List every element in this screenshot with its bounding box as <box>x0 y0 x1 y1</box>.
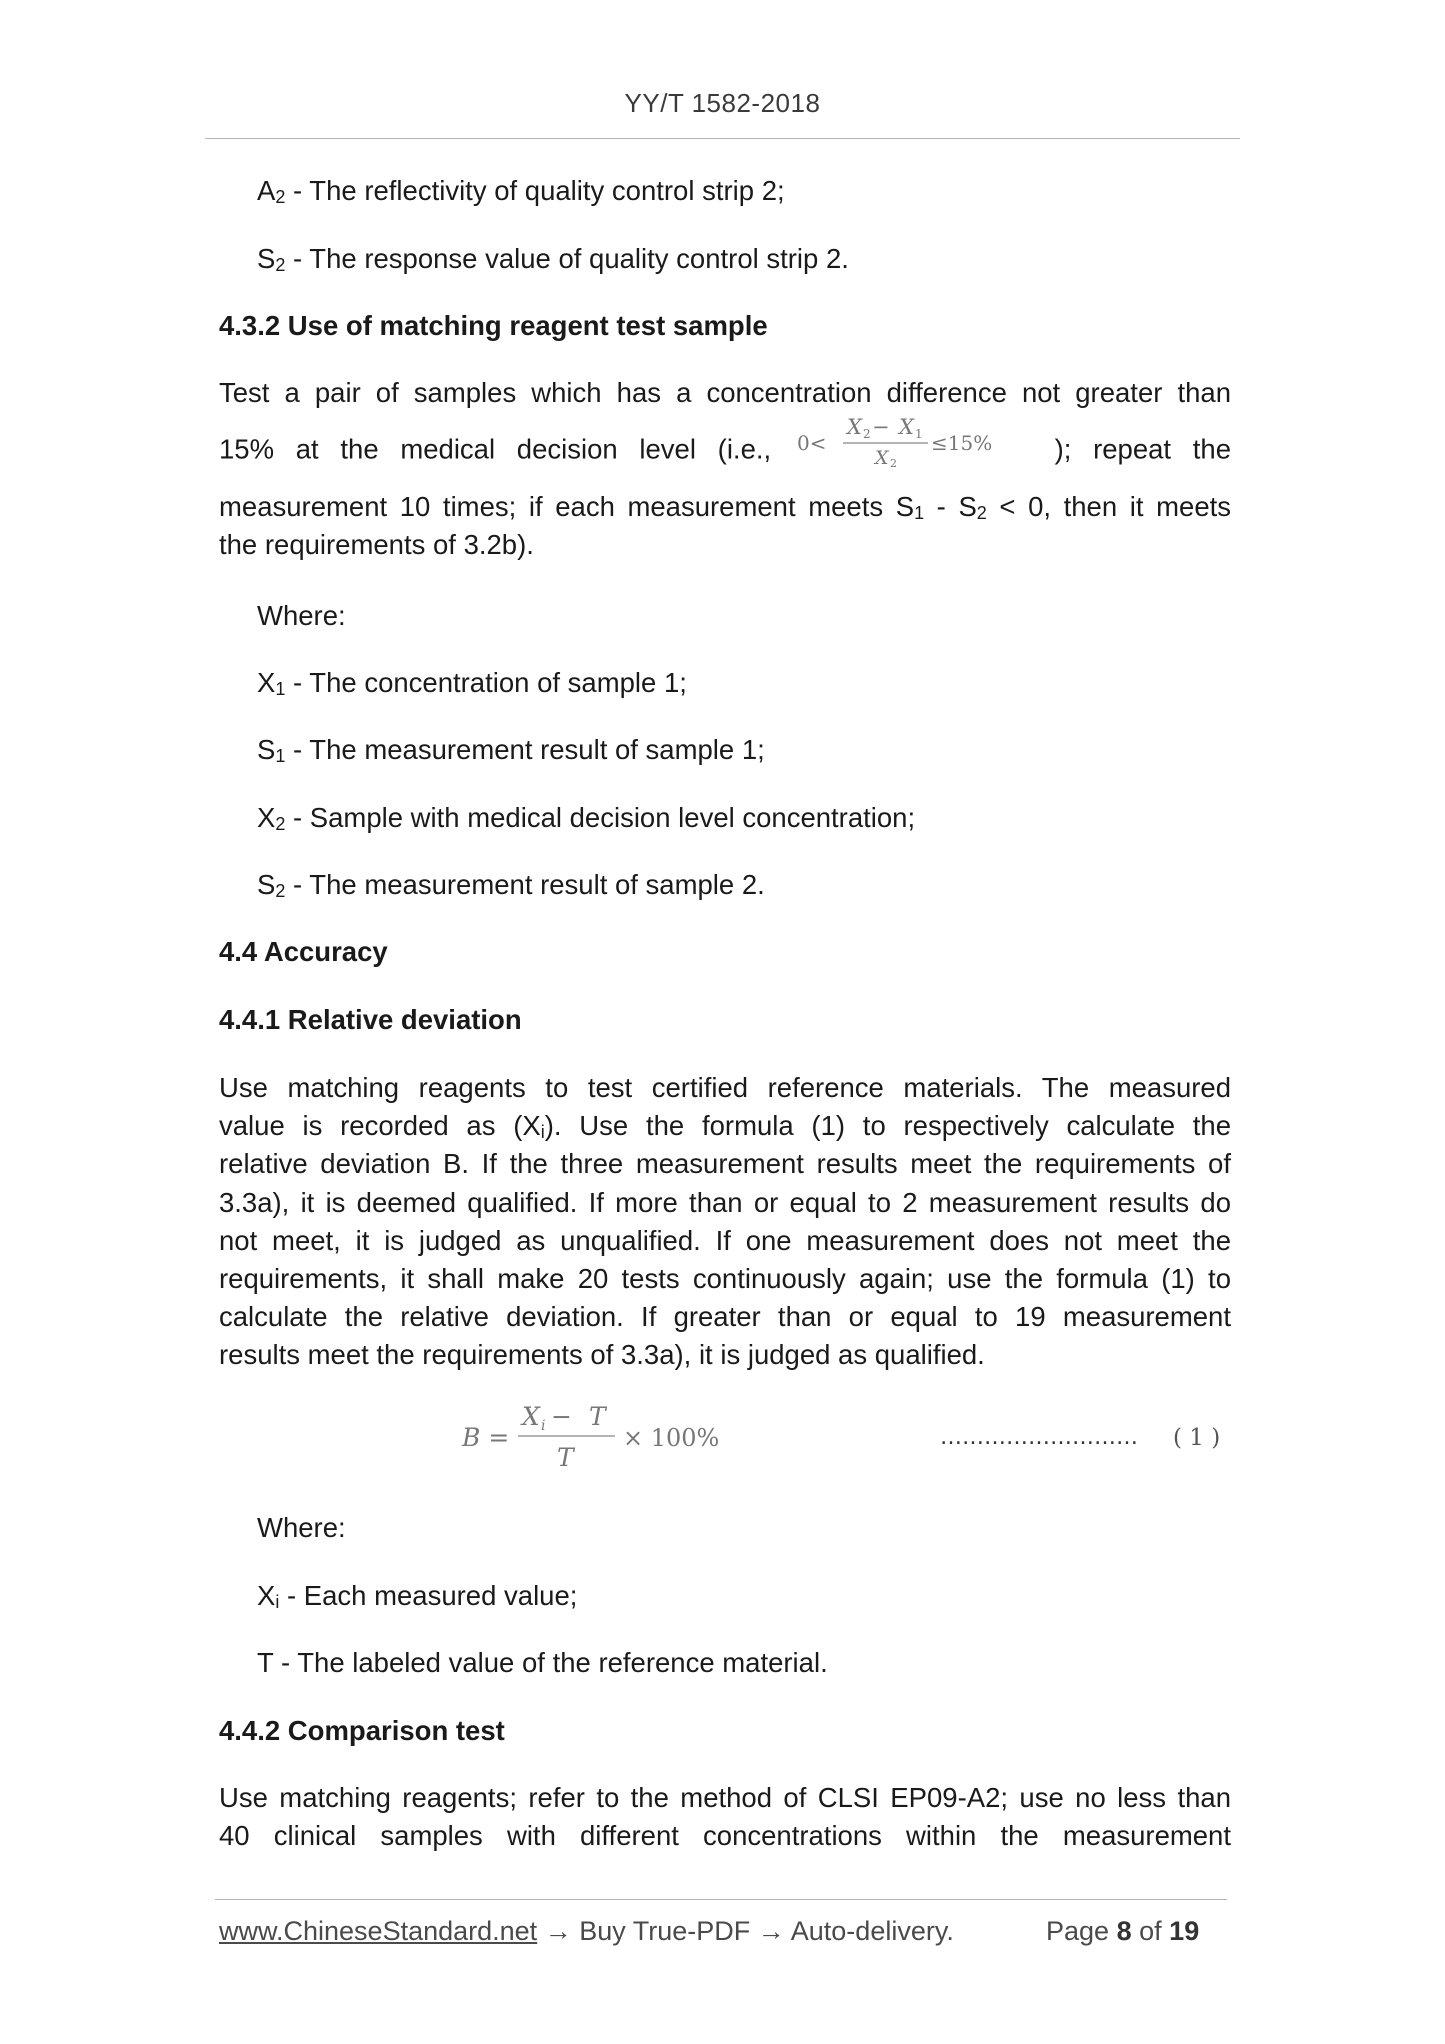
formula-rhs: ≤15% <box>930 431 993 456</box>
formula-rhs: × 100% <box>623 1424 720 1452</box>
text-run: measurement 10 times; if each measurement meets S <box>219 491 915 523</box>
definition-s2 <box>257 240 849 278</box>
definition-xi <box>257 1577 577 1615</box>
formula-num-b: X <box>898 415 914 440</box>
paragraph-line <box>219 1069 1231 1107</box>
definition-s2-sample <box>257 866 765 904</box>
text-run: the requirements of 3.2b). <box>219 529 534 561</box>
formula-den: X <box>874 447 889 470</box>
def-subscript: 2 <box>275 187 286 207</box>
text-run: results meet the requirements of 3.3a), it is judged as qualified. <box>219 1339 985 1371</box>
definition-s1 <box>257 731 765 769</box>
formula-den-sub: 2 <box>889 457 897 471</box>
formula-num-op: − <box>871 415 890 440</box>
def-subscript: 2 <box>275 814 286 834</box>
definition-a2 <box>257 172 785 210</box>
def-symbol: S <box>257 869 276 900</box>
def-symbol: X <box>257 667 276 698</box>
def-symbol: S <box>257 243 276 274</box>
def-symbol: S <box>257 734 276 765</box>
where-label: Where: <box>257 1512 346 1543</box>
section-heading-4-4: 4.4 Accuracy <box>219 936 388 967</box>
formula-num-op: − <box>551 1402 572 1431</box>
section-heading-4-4-2: 4.4.2 Comparison test <box>219 1715 505 1746</box>
def-subscript: 1 <box>275 746 286 766</box>
formula-num-a-sub: i <box>541 1418 546 1434</box>
section-heading-4-3-2: 4.3.2 Use of matching reagent test sample <box>219 310 768 341</box>
definition-x2 <box>257 799 915 837</box>
paragraph-line <box>219 1260 1231 1298</box>
text-run: ); repeat the <box>1054 433 1232 465</box>
text-run: 3.3a), it is deemed qualified. If more than or equal to 2 measurement results do <box>219 1186 1231 1218</box>
def-text: - The measurement result of sample 1; <box>285 734 765 765</box>
text-run: < 0, then it meets <box>986 491 1232 523</box>
footer-promo <box>219 1916 954 1947</box>
section-heading-4-4-1: 4.4.1 Relative deviation <box>219 1004 522 1035</box>
paragraph-line <box>219 1184 1231 1222</box>
subscript: i <box>540 1122 545 1143</box>
paragraph-line <box>219 1222 1231 1260</box>
def-text: - The reflectivity of quality control strip 2; <box>285 175 785 206</box>
subscript: 1 <box>914 503 925 524</box>
def-symbol: A <box>257 175 276 206</box>
formula-den: T <box>557 1443 574 1472</box>
current-page: 8 <box>1116 1916 1132 1946</box>
text-run: Use matching reagents to test certified reference materials. The measured <box>219 1072 1231 1103</box>
definition-x1 <box>257 664 687 702</box>
section-4-4-1-paragraph <box>219 1069 1231 1375</box>
definition-t <box>257 1644 828 1682</box>
page-number <box>1046 1916 1199 1947</box>
formula-num-b-sub: 1 <box>914 427 923 442</box>
formula-num-a-sub: 2 <box>862 427 871 442</box>
def-symbol: X <box>257 802 276 833</box>
paragraph-line <box>219 1779 1231 1817</box>
subscript: 2 <box>976 503 987 524</box>
arrow-icon: → <box>537 1916 580 1946</box>
def-text: - The concentration of sample 1; <box>285 667 687 698</box>
website-link[interactable]: www.ChineseStandard.net <box>219 1916 538 1946</box>
page-label: Page <box>1046 1916 1110 1946</box>
page-header-title: YY/T 1582-2018 <box>624 88 821 118</box>
section-4-3-2-paragraph <box>219 374 1231 565</box>
text-run: value is recorded as (X <box>219 1110 541 1142</box>
text-run: Test a pair of samples which has a concentration difference not greater than <box>219 377 1231 408</box>
def-text: - The measurement result of sample 2. <box>285 869 765 900</box>
paragraph-line <box>219 412 1231 490</box>
def-text: - Each measured value; <box>279 1580 578 1611</box>
def-subscript: 1 <box>275 679 286 699</box>
formula-num-a: X <box>522 1402 540 1431</box>
paragraph-line <box>219 526 1231 564</box>
text-run: relative deviation B. If the three measurement results meet the requirements of <box>219 1148 1231 1180</box>
def-subscript: 2 <box>275 881 286 901</box>
def-symbol: X <box>257 1580 276 1611</box>
inline-formula-graphic <box>793 412 1033 470</box>
paragraph-line <box>219 1107 1231 1145</box>
formula-num-a: X <box>846 415 862 440</box>
paragraph-line <box>219 488 1231 526</box>
footer-divider <box>215 1899 1227 1900</box>
def-text: - Sample with medical decision level concentration; <box>285 802 916 833</box>
formula-num-b: T <box>589 1402 606 1431</box>
where-label: Where: <box>257 600 346 631</box>
formula-lhs: 0< <box>796 431 827 456</box>
inline-formula <box>793 412 1033 490</box>
formula-1-graphic <box>455 1396 1245 1476</box>
paragraph-line <box>219 1336 1231 1374</box>
text-run: 15% at the medical decision level (i.e., <box>219 433 772 465</box>
text-run: calculate the relative deviation. If greater than or equal to 19 measurement <box>219 1301 1231 1333</box>
def-subscript: i <box>275 1592 280 1612</box>
formula-leader-dots: ……………………… <box>940 1425 1138 1450</box>
of-label: of <box>1139 1916 1162 1946</box>
delivery-text: Auto-delivery. <box>790 1916 954 1946</box>
def-text: - The response value of quality control strip 2. <box>285 243 849 274</box>
def-subscript: 2 <box>275 255 286 275</box>
formula-number: ( 1 ) <box>1173 1425 1221 1451</box>
section-4-4-2-paragraph <box>219 1779 1231 1855</box>
paragraph-line <box>219 374 1231 412</box>
total-pages: 19 <box>1169 1916 1200 1946</box>
text-run: ). Use the formula (1) to respectively calculate the <box>544 1110 1231 1142</box>
text-run: 40 clinical samples with different concentrations within the measurement <box>219 1820 1231 1852</box>
def-symbol: T <box>257 1647 274 1678</box>
paragraph-line <box>219 1298 1231 1336</box>
text-run: requirements, it shall make 20 tests continuously again; use the formula (1) to <box>219 1263 1231 1295</box>
text-run: - S <box>924 491 977 523</box>
formula-1 <box>455 1396 1245 1481</box>
header-divider <box>205 138 1240 139</box>
paragraph-line <box>219 1145 1231 1183</box>
def-text: - The labeled value of the reference material. <box>273 1647 828 1678</box>
text-run: not meet, it is judged as unqualified. If one measurement does not meet the <box>219 1224 1231 1256</box>
text-run: Use matching reagents; refer to the method of CLSI EP09-A2; use no less than <box>219 1782 1231 1813</box>
arrow-icon: → <box>750 1916 791 1946</box>
paragraph-line <box>219 1817 1231 1855</box>
formula-lhs: B = <box>462 1423 510 1452</box>
buy-text: Buy True-PDF <box>579 1916 751 1946</box>
